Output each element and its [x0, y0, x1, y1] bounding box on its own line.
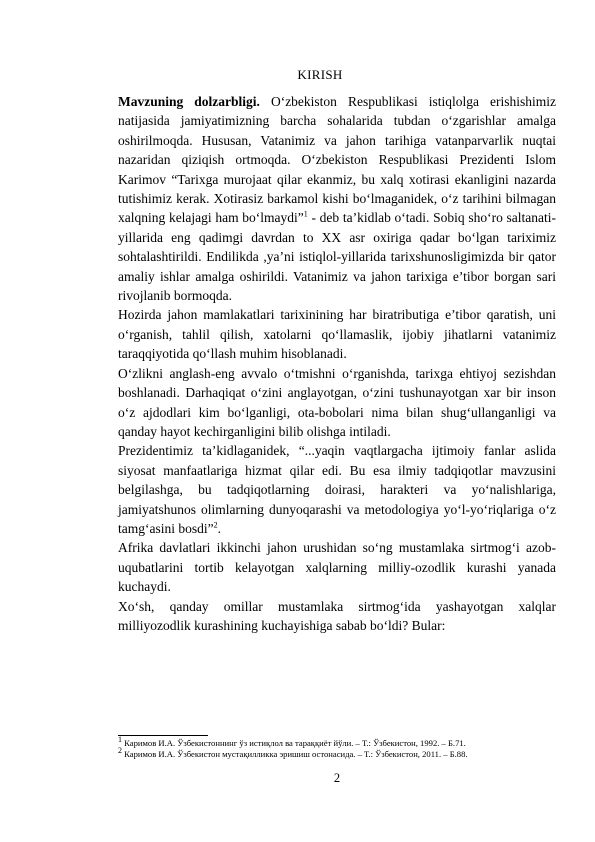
footnote-ref-1: 1 [303, 209, 308, 219]
paragraph-5 [118, 538, 556, 596]
paragraph-text: O‘zbekiston Respublikasi istiqlolga erishishimiz natijasida jamiyatimizning barcha sohalarida tubdan o‘zgarishlar amalga oshirilmoqda. Hususan, Vatanimiz va jahon tarihiga vatanparvarlik nuqtai nazaridan qiziqish ortmoqda. O‘zbekiston Respublikasi Prezidenti Islom Karimov “Tarixga murojaat qilar ekanmiz, bu xalq xotirasi ekanligini nazarda tutishimiz kerak. Xotirasiz barkamol kishi bo‘lmaganidek, o‘z tarihini bilmagan xalqning kelajagi ham bo‘lmaydi” [118, 94, 556, 226]
footnotes [118, 735, 558, 760]
paragraph-text: Hozirda jahon mamlakatlari tarixinining har biratributiga e’tibor qaratish, uni o‘rganish, tahlil qilish, xatolarni qo‘llamaslik, ijobiy jihatlarni vatanimiz taraqqiyotida qo‘llash muhim hisoblanadi. [118, 307, 556, 362]
paragraph-2 [118, 305, 556, 363]
paragraph-6 [118, 597, 556, 636]
paragraph-text: O‘zlikni anglash-eng avvalo o‘tmishni o‘rganishda, tarixga ehtiyoj sezishdan boshlanadi. Darhaqiqat o‘zini anglayotgan, o‘zini tushunayotgan xar bir inson o‘z ajdodlari kim bo‘lganligi, ota-bobolari nima bilan shug‘ullanganligi va qanday hayot kechirganligini bilib olishga intiladi. [118, 365, 556, 439]
paragraph-text-tail: - deb ta’kidlab o‘tadi. Sobiq sho‘ro saltanati-yillarida eng qadimgi davrdan to XX asr oxiriga qadar bo‘lgan tariximiz sohtalashtirildi. Endilikda ,ya’ni istiqlol-yillarida tarixshunosligimizda bir qator amaliy ishlar amalga oshirildi. Vatanimiz va jahon tarixiga e’tibor borgan sari rivojlanib bormoqda. [118, 210, 556, 304]
page-number: 2 [333, 771, 341, 785]
paragraph-text: Prezidentimiz ta’kidlaganidek, “...yaqin vaqtlargacha ijtimoiy fanlar aslida siyosat manfaatlariga hizmat qilar edi. Bu esa ilmiy tadqiqotlar mavzusini belgilashga, bu tadqiqotlarning doirasi, harakteri va yo‘nalishlariga, jamiyatshunos olimlarning dunyoqarashi va metodologiya yo‘l-yo‘riqlariga o‘z tamg‘asini bosdi” [118, 443, 556, 536]
section-title: KIRISH [297, 67, 343, 82]
footnote-2 [118, 746, 558, 760]
body-text [118, 92, 556, 635]
paragraph-3 [118, 364, 556, 442]
footnote-mark: 2 [118, 746, 122, 756]
paragraph-lead: Mavzuning dolzarbligi. [118, 94, 260, 109]
paragraph-4 [118, 441, 556, 538]
footnote-mark: 1 [118, 735, 122, 745]
paragraph-text: Xo‘sh, qanday omillar mustamlaka sirtmog‘ida yashayotgan xalqlar milliyozodlik kurashining kuchayishiga sabab bo‘ldi? Bular: [118, 598, 556, 633]
footnote-ref-2: 2 [213, 520, 218, 530]
paragraph-text: Afrika davlatlari ikkinchi jahon urushidan so‘ng mustamlaka sirtmog‘i azob-uqubatlarini tortib kelayotgan xalqlarning milliy-ozodlik kurashi yanada kuchaydi. [118, 540, 556, 595]
paragraph-1 [118, 92, 556, 305]
footnote-text: Каримов И.А. Ўзбекистон мустақилликка эришиш остонасида. – Т.: Ўзбекистон, 2011. – Б.88. [122, 749, 468, 759]
footnote-separator [118, 735, 208, 736]
footnote-1 [118, 735, 558, 749]
paragraph-text-tail: . [217, 520, 221, 536]
footnote-text: Каримов И.А. Ўзбекистоннинг ўз истиқлол ва тараққиёт йўли. – Т.: Ўзбекистон, 1992. – Б.71. [122, 738, 466, 748]
